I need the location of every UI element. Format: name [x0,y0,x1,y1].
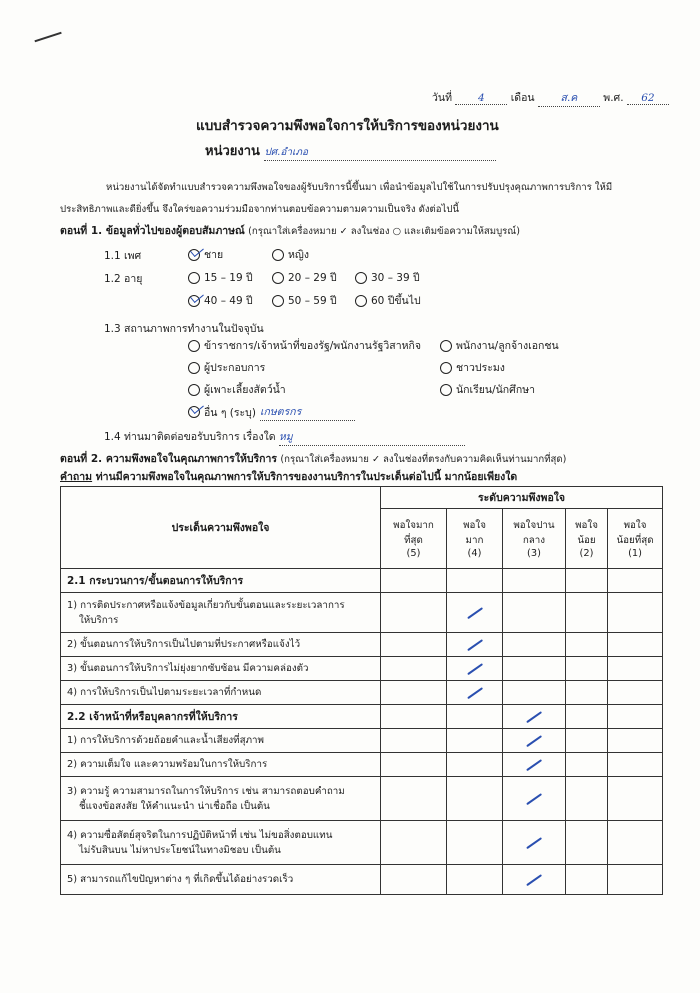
rating-cell-1[interactable] [608,753,663,777]
check-mark-icon [526,759,542,771]
contact-value: หมู [278,431,293,443]
option-label: 30 – 39 ปี [371,272,420,284]
rating-cell-2[interactable] [566,753,608,777]
occupation-gov-option[interactable] [188,337,421,354]
level-number: (5) [406,548,421,559]
question-label: คำถาม [60,471,93,483]
occupation-private-option[interactable] [440,337,559,354]
level-label: กลาง [522,535,546,546]
rating-cell-3[interactable] [503,729,566,753]
level-label: พอใจมาก [393,520,434,531]
radio-circle-icon[interactable] [188,249,200,261]
rating-cell-5[interactable] [381,865,447,895]
age-label: 1.2 อายุ [104,273,143,285]
part2-title: ตอนที่ 2. ความพึงพอใจในคุณภาพการให้บริการ [60,453,278,465]
rating-cell-2[interactable] [566,729,608,753]
occupation-student-option[interactable] [440,381,535,398]
option-label: ผู้เพาะเลี้ยงสัตว์น้ำ [204,384,286,396]
radio-circle-icon[interactable] [440,340,452,352]
rating-cell-2[interactable] [566,681,608,705]
rating-cell-3[interactable] [503,821,566,865]
rating-cell-4[interactable] [447,681,503,705]
row-label: 1) การติดประกาศหรือแจ้งข้อมูลเกี่ยวกับขั้นตอนและระยะเวลาการ ให้บริการ [61,593,381,633]
page-title: แบบสำรวจความพึงพอใจการให้บริการของหน่วยงาน [196,118,499,134]
rating-cell-3[interactable] [503,753,566,777]
rating-cell-4[interactable] [447,753,503,777]
option-label: 40 – 49 ปี [204,295,253,307]
table-row [61,777,663,821]
rating-cell-1[interactable] [608,821,663,865]
level-2-header [566,509,608,569]
rating-cell-4[interactable] [447,821,503,865]
table-row [61,753,663,777]
rating-cell-3[interactable] [503,633,566,657]
question-line [60,468,517,485]
check-mark-icon [467,687,483,699]
row-label: 3) ความรู้ ความสามารถในการให้บริการ เช่น สามารถตอบคำถาม ชี้แจงข้อสงสัย ให้คำแนะนำ น่าเชื่อถือ เป็นต้น [61,777,381,821]
option-label: ผู้ประกอบการ [204,362,266,374]
option-label: 50 – 59 ปี [288,295,337,307]
table-row [61,681,663,705]
level-label: พอใจ [463,520,486,531]
rating-cell-1[interactable] [608,633,663,657]
year-label: พ.ศ. [603,92,624,104]
part1-heading [60,222,520,239]
age-option-50-59[interactable] [272,292,337,309]
option-label: พนักงาน/ลูกจ้างเอกชน [456,340,559,352]
rating-cell-1[interactable] [608,657,663,681]
section-label: 2.2 เจ้าหน้าที่หรือบุคลากรที่ให้บริการ [61,705,381,729]
row-label: 5) สามารถแก้ไขปัญหาต่าง ๆ ที่เกิดขึ้นได้อย่างรวดเร็ว [61,865,381,895]
radio-circle-icon[interactable] [188,295,200,307]
table-row [61,593,663,633]
option-label: 60 ปีขึ้นไป [371,295,421,307]
intro-line-1: หน่วยงานได้จัดทำแบบสำรวจความพึงพอใจของผู้รับบริการนี้ขึ้นมา เพื่อนำข้อมูลไปใช้ในการปรับปรุงคุณภาพการบริการ ให้มี [106,182,613,193]
row-label: 1) การให้บริการด้วยถ้อยคำและน้ำเสียงที่สุภาพ [61,729,381,753]
question-text: ท่านมีความพึงพอใจในคุณภาพการให้บริการของงานบริการในประเด็นต่อไปนี้ มากน้อยเพียงใด [95,471,518,483]
contact-line [104,428,465,446]
date-line [432,89,669,107]
part1-title: ตอนที่ 1. ข้อมูลทั่วไปของผู้ตอบสัมภาษณ์ [60,225,245,237]
radio-circle-icon[interactable] [188,406,200,418]
row-label: 2) ขั้นตอนการให้บริการเป็นไปตามที่ประกาศหรือแจ้งไว้ [61,633,381,657]
agency-label: หน่วยงาน [205,144,260,159]
check-mark-icon [526,711,542,723]
check-mark-icon [526,874,542,886]
rating-cell-2[interactable] [566,657,608,681]
rating-cell-5[interactable] [381,657,447,681]
occupation-other-option[interactable] [188,403,355,421]
rating-cell-5[interactable] [381,753,447,777]
row-label: 3) ขั้นตอนการให้บริการไม่ยุ่งยากซับซ้อน มีความคล่องตัว [61,657,381,681]
rating-cell-5[interactable] [381,593,447,633]
month-label: เดือน [510,92,535,104]
rating-cell-1[interactable] [608,777,663,821]
radio-circle-icon[interactable] [355,272,367,284]
rating-cell-3[interactable] [503,865,566,895]
rating-cell-1[interactable] [608,681,663,705]
part2-instruction: (กรุณาใส่เครื่องหมาย ✓ ลงในช่องที่ตรงกับความคิดเห็นท่านมากที่สุด) [280,454,567,465]
part2-heading [60,450,566,467]
gender-female-option[interactable] [272,246,309,263]
table-row [61,633,663,657]
section-label: 2.1 กระบวนการ/ขั้นตอนการให้บริการ [61,569,381,593]
radio-circle-icon[interactable] [188,340,200,352]
check-mark-icon [526,793,542,805]
rating-cell-5[interactable] [381,633,447,657]
agency-line [205,140,496,161]
table-row [61,657,663,681]
level-label: ที่สุด [404,535,423,546]
rating-cell-3[interactable] [503,681,566,705]
option-label: ข้าราชการ/เจ้าหน้าที่ของรัฐ/พนักงานรัฐวิสาหกิจ [204,340,422,352]
option-label: อื่น ๆ (ระบุ) [204,406,256,419]
age-option-15-19[interactable] [188,269,253,286]
gender-male-option[interactable] [188,246,223,263]
radio-circle-icon[interactable] [188,272,200,284]
radio-circle-icon[interactable] [440,384,452,396]
age-option-40-49[interactable] [188,292,253,309]
occupation-business-option[interactable] [188,359,265,376]
check-mark-icon [526,735,542,747]
other-occupation-value: เกษตรกร [259,406,302,418]
rating-cell-2[interactable] [566,777,608,821]
level-1-header [608,509,663,569]
level-4-header [447,509,503,569]
day-label: วันที่ [432,92,452,104]
rating-cell-2[interactable] [566,865,608,895]
row-label: 4) การให้บริการเป็นไปตามระยะเวลาที่กำหนด [61,681,381,705]
row-label: 4) ความซื่อสัตย์สุจริตในการปฏิบัติหน้าที่ เช่น ไม่ขอสิ่งตอบแทน ไม่รับสินบน ไม่หาประโยชน์ในทางมิชอบ เป็นต้น [61,821,381,865]
radio-circle-icon[interactable] [272,272,284,284]
level-label: พอใจปาน [513,520,555,531]
year-value: 62 [641,92,655,104]
level-3-header [503,509,566,569]
section-row [61,569,663,593]
gender-label: 1.1 เพศ [104,250,142,262]
occupation-label: 1.3 สถานภาพการทำงานในปัจจุบัน [104,323,264,335]
rating-cell-5[interactable] [381,777,447,821]
issue-header: ประเด็นความพึงพอใจ [61,487,381,569]
rating-cell-4[interactable] [447,633,503,657]
age-option-30-39[interactable] [355,269,420,286]
rating-cell-2[interactable] [566,821,608,865]
part1-instruction: (กรุณาใส่เครื่องหมาย ✓ ลงในช่อง ○ และเติมข้อความให้สมบูรณ์) [248,226,520,237]
radio-circle-icon[interactable] [188,362,200,374]
rating-cell-4[interactable] [447,657,503,681]
option-label: ชาวประมง [456,362,505,374]
age-option-20-29[interactable] [272,269,337,286]
level-label: น้อยที่สุด [616,535,654,546]
option-label: ชาย [204,249,224,261]
occupation-aqua-option[interactable] [188,381,286,398]
rating-cell-2[interactable] [566,633,608,657]
level-number: (4) [467,548,482,559]
radio-circle-icon[interactable] [272,295,284,307]
rating-cell-2[interactable] [566,593,608,633]
option-label: 20 – 29 ปี [288,272,337,284]
table-row [61,821,663,865]
check-mark-icon [467,639,483,651]
option-label: นักเรียน/นักศึกษา [456,384,536,396]
check-mark-icon [467,663,483,675]
rating-cell-5[interactable] [381,821,447,865]
radio-circle-icon[interactable] [355,295,367,307]
table-row [61,729,663,753]
rating-cell-1[interactable] [608,593,663,633]
intro-line-2: ประสิทธิภาพและดียิ่งขึ้น จึงใคร่ขอความร่วมมือจากท่านตอบข้อความตามความเป็นจริง ดังต่อไปนี้ [60,204,460,215]
rating-cell-3[interactable] [503,777,566,821]
month-value: ส.ค [560,92,578,104]
radio-circle-icon[interactable] [440,362,452,374]
table-row [61,865,663,895]
rating-cell-4[interactable] [447,593,503,633]
level-number: (3) [527,548,541,559]
level-number: (1) [628,548,642,559]
row-label: 2) ความเต็มใจ และความพร้อมในการให้บริการ [61,753,381,777]
rating-cell-3[interactable] [503,657,566,681]
rating-cell-4[interactable] [447,729,503,753]
check-mark-icon [526,837,542,849]
option-label: 15 – 19 ปี [204,272,253,284]
agency-value: ปศ.อำเภอ [264,147,308,158]
radio-circle-icon[interactable] [188,384,200,396]
option-label: หญิง [288,249,309,261]
day-value: 4 [478,92,485,104]
rating-cell-5[interactable] [381,729,447,753]
pen-stroke-mark [34,32,61,42]
section-row [61,705,663,729]
level-number: (2) [579,548,594,559]
rating-cell-1[interactable] [608,729,663,753]
rating-cell-5[interactable] [381,681,447,705]
satisfaction-table [60,486,663,895]
age-option-60-plus[interactable] [355,292,421,309]
level-label: น้อย [577,535,596,546]
rating-cell-1[interactable] [608,865,663,895]
level-5-header [381,509,447,569]
rating-cell-4[interactable] [447,777,503,821]
contact-label: 1.4 ท่านมาติดต่อขอรับบริการ เรื่องใด [104,431,276,443]
rating-cell-3[interactable] [503,593,566,633]
radio-circle-icon[interactable] [272,249,284,261]
level-label: มาก [465,535,484,546]
check-mark-icon [467,607,483,619]
level-label: พอใจ [575,520,598,531]
level-label: พอใจ [623,520,647,531]
level-header: ระดับความพึงพอใจ [381,487,663,509]
occupation-fisher-option[interactable] [440,359,505,376]
rating-cell-4[interactable] [447,865,503,895]
